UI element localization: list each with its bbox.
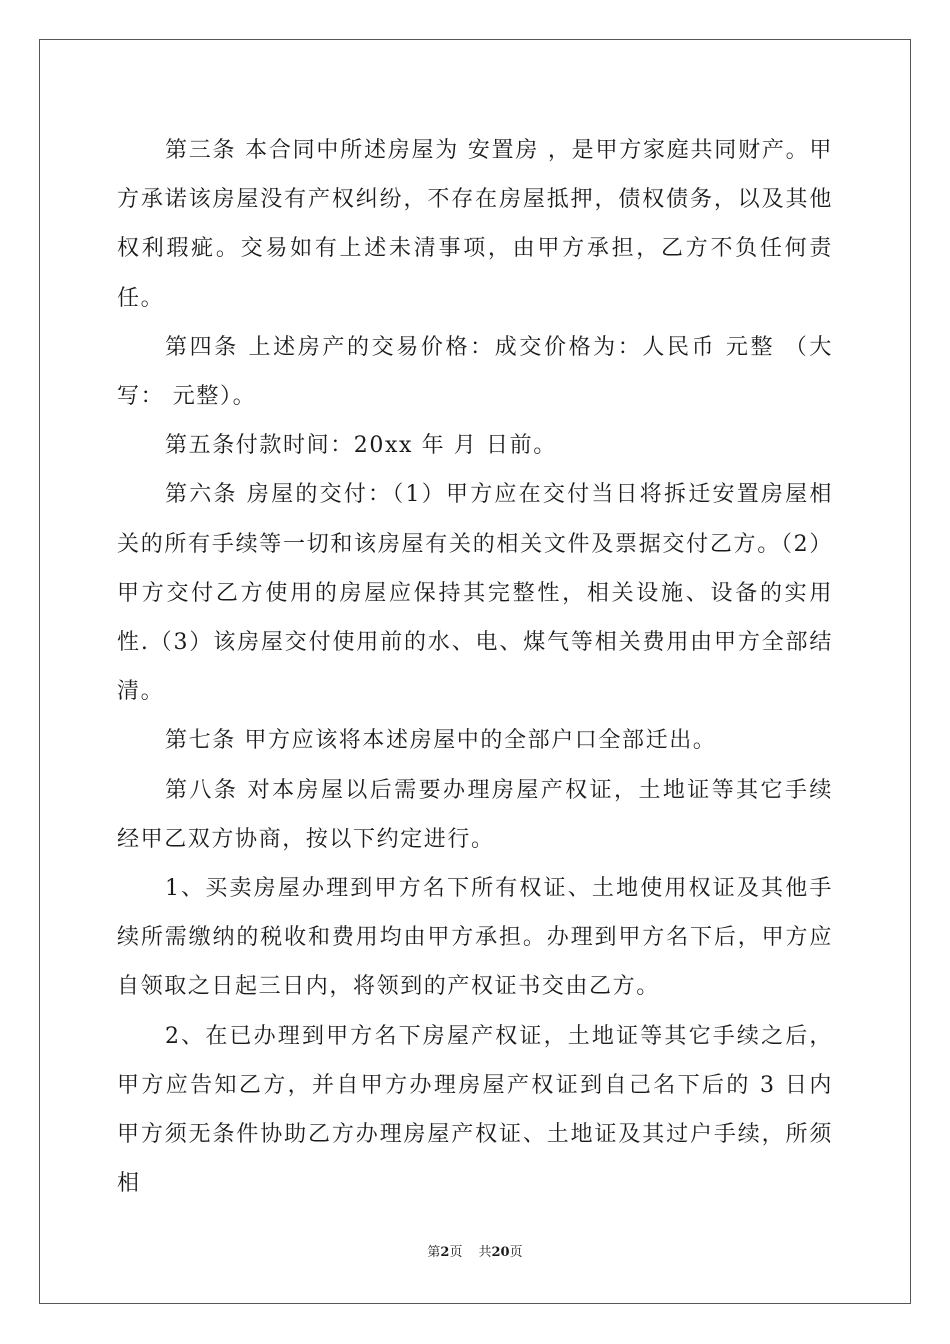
article-3-paragraph: 第三条 本合同中所述房屋为 安置房 ，是甲方家庭共同财产。甲方承诺该房屋没有产权纠纷，不存在房屋抵押，债权债务，以及其他权利瑕疵。交易如有上述未清事项，由甲方承担，乙方不负任何责任。 [117,138,833,311]
page-number: 2 [440,1245,450,1260]
page-suffix: 页 [449,1245,463,1260]
page-prefix: 第 [427,1245,441,1260]
clause-1-paragraph: 1、买卖房屋办理到甲方名下所有权证、土地使用权证及其他手续所需缴纳的税收和费用均由甲方承担。办理到甲方名下后，甲方应自领取之日起三日内，将领到的产权证书交由乙方。 [117,876,833,1000]
total-suffix: 页 [509,1245,523,1260]
clause-2-paragraph: 2、在已办理到甲方名下房屋产权证，土地证等其它手续之后，甲方应告知乙方，并自甲方办理房屋产权证到自己名下后的 3 日内甲方须无条件协助乙方办理房屋产权证、土地证及其过户手续，所须相 [117,1023,833,1197]
total-prefix: 共 [478,1245,492,1260]
article-5-paragraph: 第五条付款时间：20xx 年 月 日前。 [165,433,557,459]
article-4-paragraph: 第四条 上述房产的交易价格：成交价格为：人民币 元整 （大写： 元整）。 [117,334,833,410]
article-7-paragraph: 第七条 甲方应该将本述房屋中的全部户口全部迁出。 [165,728,717,754]
total-pages: 20 [491,1245,510,1260]
document-body [117,126,833,1208]
article-6-paragraph: 第六条 房屋的交付：（1）甲方应在交付当日将拆迁安置房屋相关的所有手续等一切和该房屋有关的相关文件及票据交付乙方。（2）甲方交付乙方使用的房屋应保持其完整性，相关设施、设备的实用性.（3）该房屋交付使用前的水、电、煤气等相关费用由甲方全部结清。 [117,482,833,705]
page-footer [0,1244,950,1262]
article-8-paragraph: 第八条 对本房屋以后需要办理房屋产权证，土地证等其它手续经甲乙双方协商，按以下约定进行。 [117,777,833,852]
